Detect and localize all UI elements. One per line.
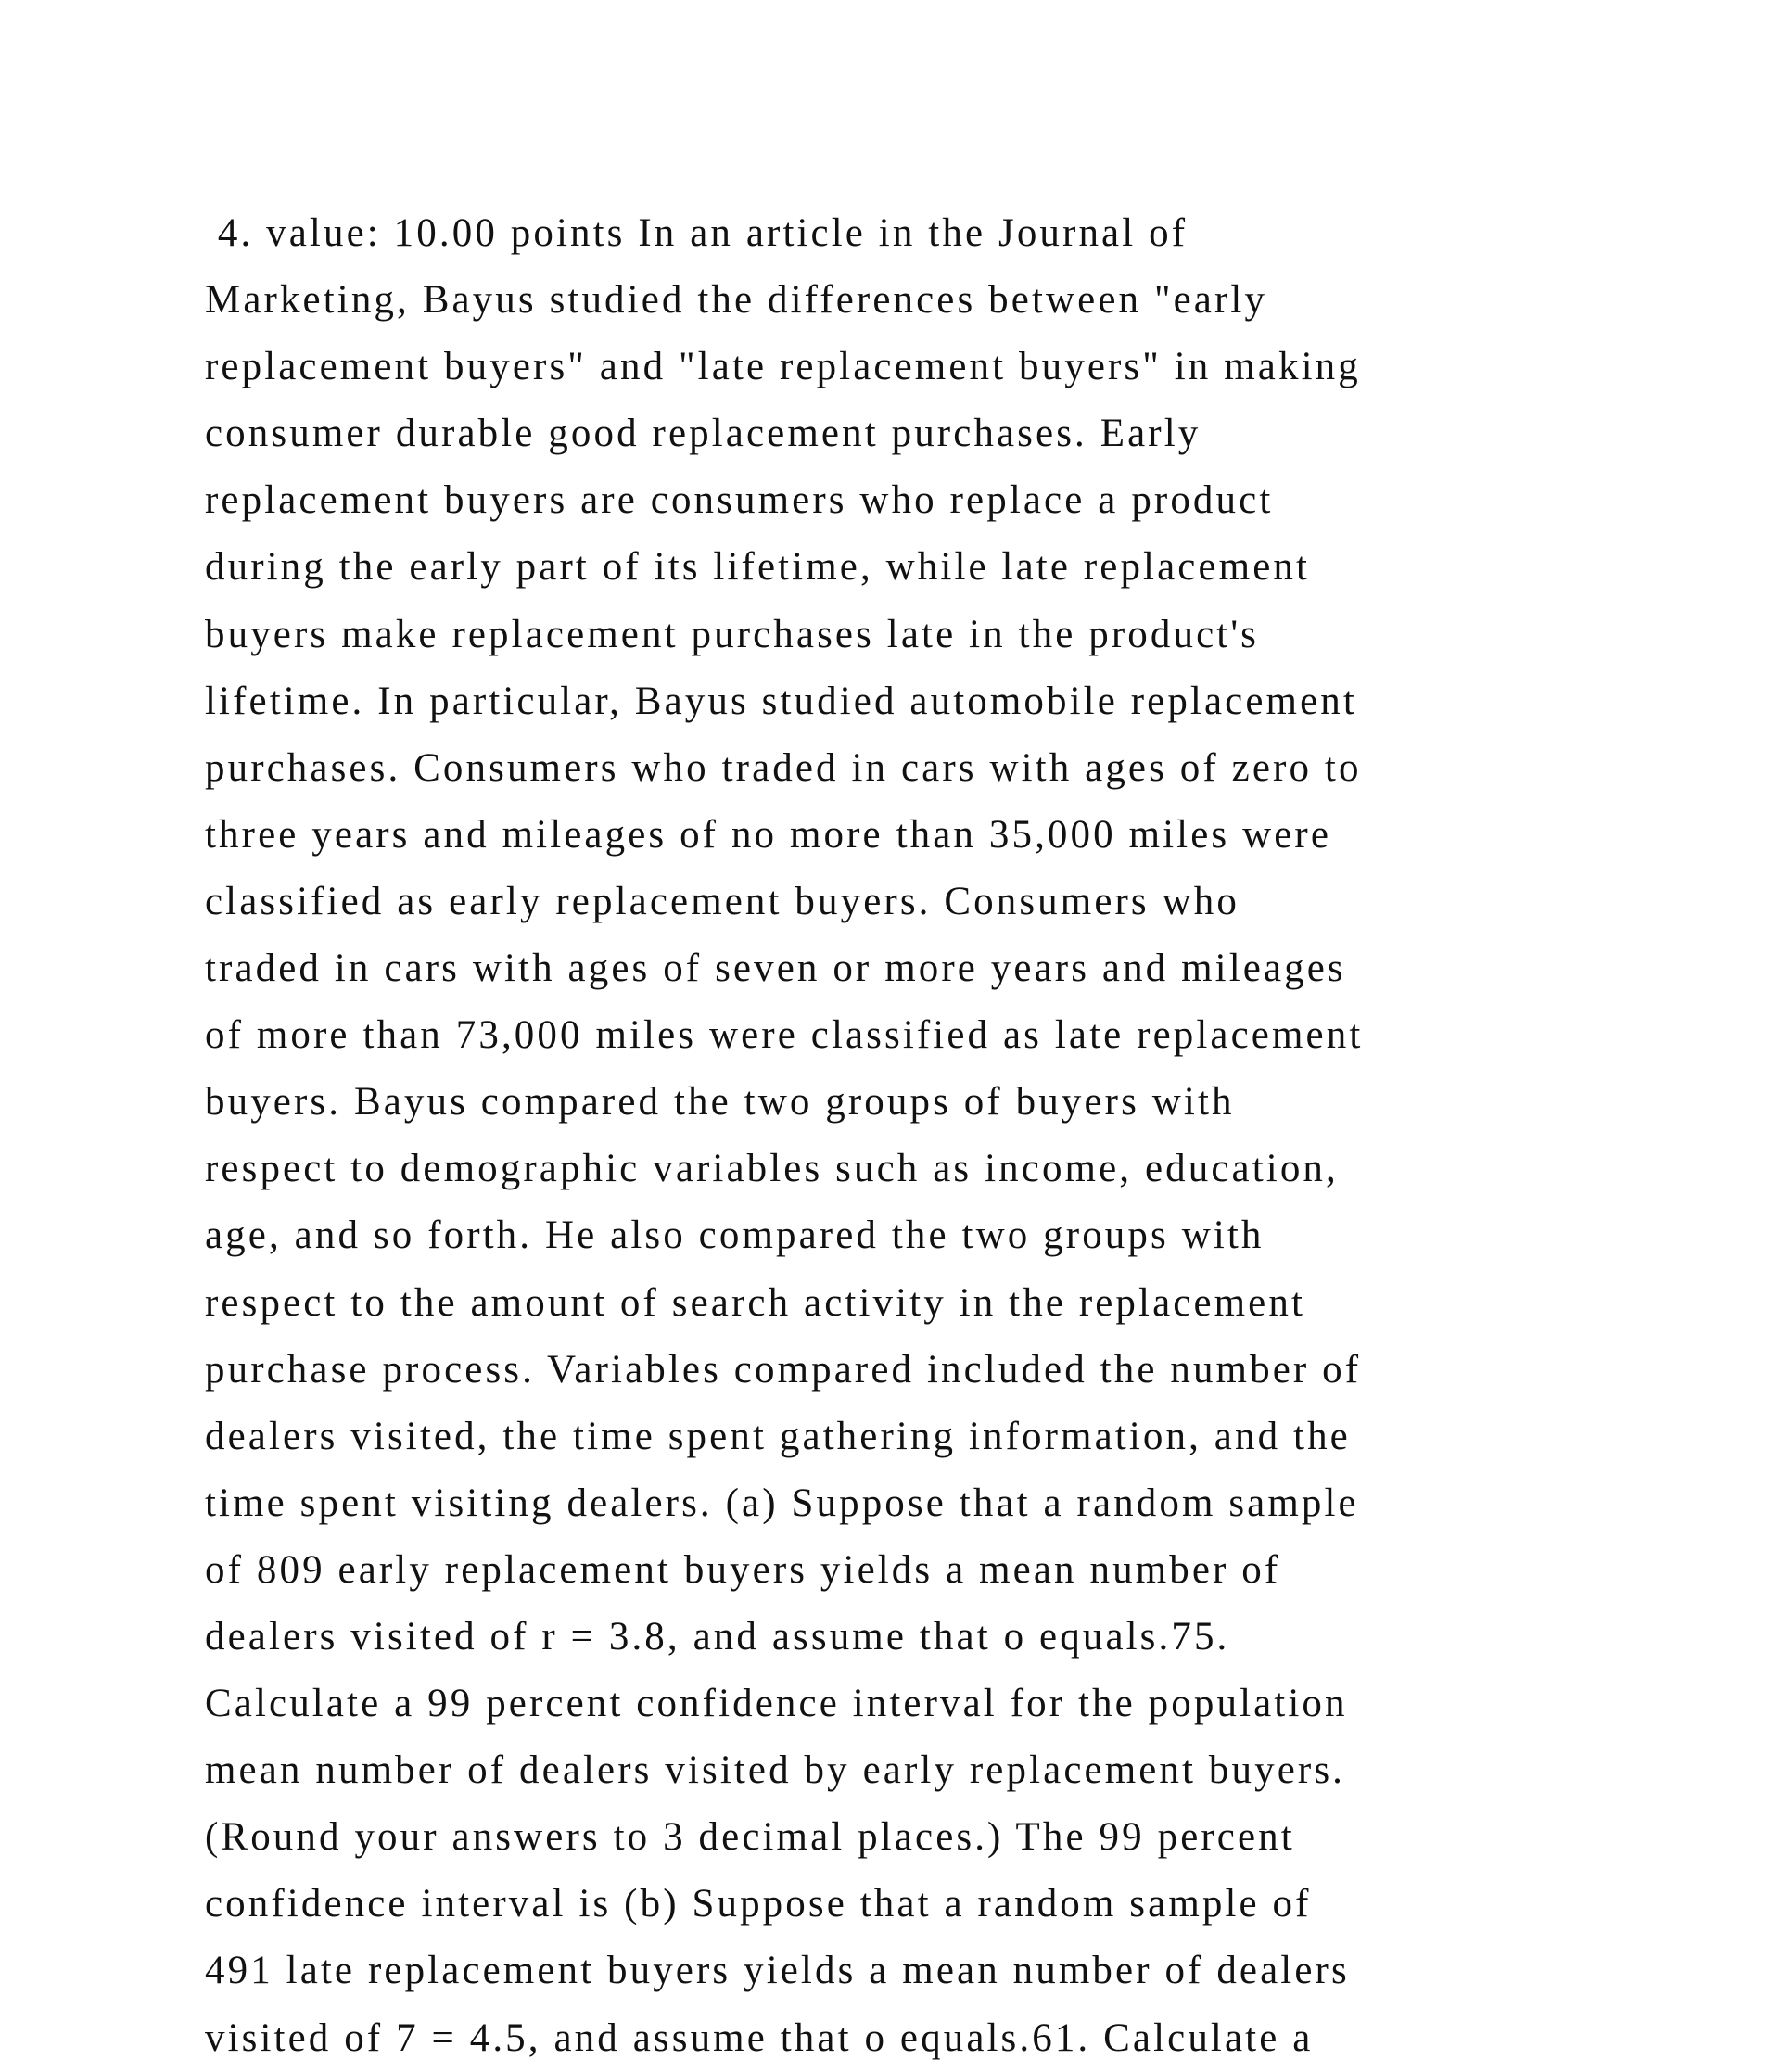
text-line: lifetime. In particular, Bayus studied automobile replacement bbox=[205, 679, 1357, 723]
text-line: replacement buyers" and "late replacement buyers" in making bbox=[205, 345, 1361, 389]
text-line: Marketing, Bayus studied the differences between "early bbox=[205, 278, 1268, 323]
text-line: Calculate a 99 percent confidence interval for the population bbox=[205, 1682, 1348, 1726]
text-line: 491 late replacement buyers yields a mean number of dealers bbox=[205, 1949, 1350, 1993]
text-line: dealers visited, the time spent gathering information, and the bbox=[205, 1414, 1351, 1458]
text-line: visited of 7 = 4.5, and assume that o equals.61. Calculate a bbox=[205, 2015, 1314, 2060]
text-line: purchase process. Variables compared included the number of bbox=[205, 1347, 1362, 1392]
text-line: classified as early replacement buyers. Consumers who bbox=[205, 879, 1240, 923]
text-line: traded in cars with ages of seven or more years and mileages bbox=[205, 947, 1346, 991]
text-line: mean number of dealers visited by early replacement buyers. bbox=[205, 1748, 1346, 1793]
text-line: dealers visited of r = 3.8, and assume that o equals.75. bbox=[205, 1614, 1230, 1659]
text-line: of more than 73,000 miles were classified as late replacement bbox=[205, 1013, 1364, 1058]
text-line: buyers make replacement purchases late in the product's bbox=[205, 612, 1260, 656]
text-line: during the early part of its lifetime, while late replacement bbox=[205, 545, 1311, 590]
problem-text bbox=[205, 200, 1596, 2072]
text-line: 4. value: 10.00 points In an article in the Journal of bbox=[205, 211, 1189, 255]
text-line: respect to demographic variables such as income, education, bbox=[205, 1147, 1339, 1191]
text-line: purchases. Consumers who traded in cars with ages of zero to bbox=[205, 745, 1362, 790]
text-line: (Round your answers to 3 decimal places.) The 99 percent bbox=[205, 1815, 1295, 1860]
text-line: three years and mileages of no more than 35,000 miles were bbox=[205, 812, 1332, 857]
text-line: of 809 early replacement buyers yields a mean number of bbox=[205, 1547, 1281, 1592]
text-line: age, and so forth. He also compared the two groups with bbox=[205, 1214, 1265, 1258]
text-line: buyers. Bayus compared the two groups of buyers with bbox=[205, 1080, 1235, 1125]
text-line: consumer durable good replacement purchases. Early bbox=[205, 412, 1202, 456]
text-line: time spent visiting dealers. (a) Suppose that a random sample bbox=[205, 1481, 1359, 1525]
text-line: respect to the amount of search activity in the replacement bbox=[205, 1280, 1306, 1325]
text-line: replacement buyers are consumers who replace a product bbox=[205, 478, 1274, 523]
text-line: confidence interval is (b) Suppose that a random sample of bbox=[205, 1882, 1312, 1926]
